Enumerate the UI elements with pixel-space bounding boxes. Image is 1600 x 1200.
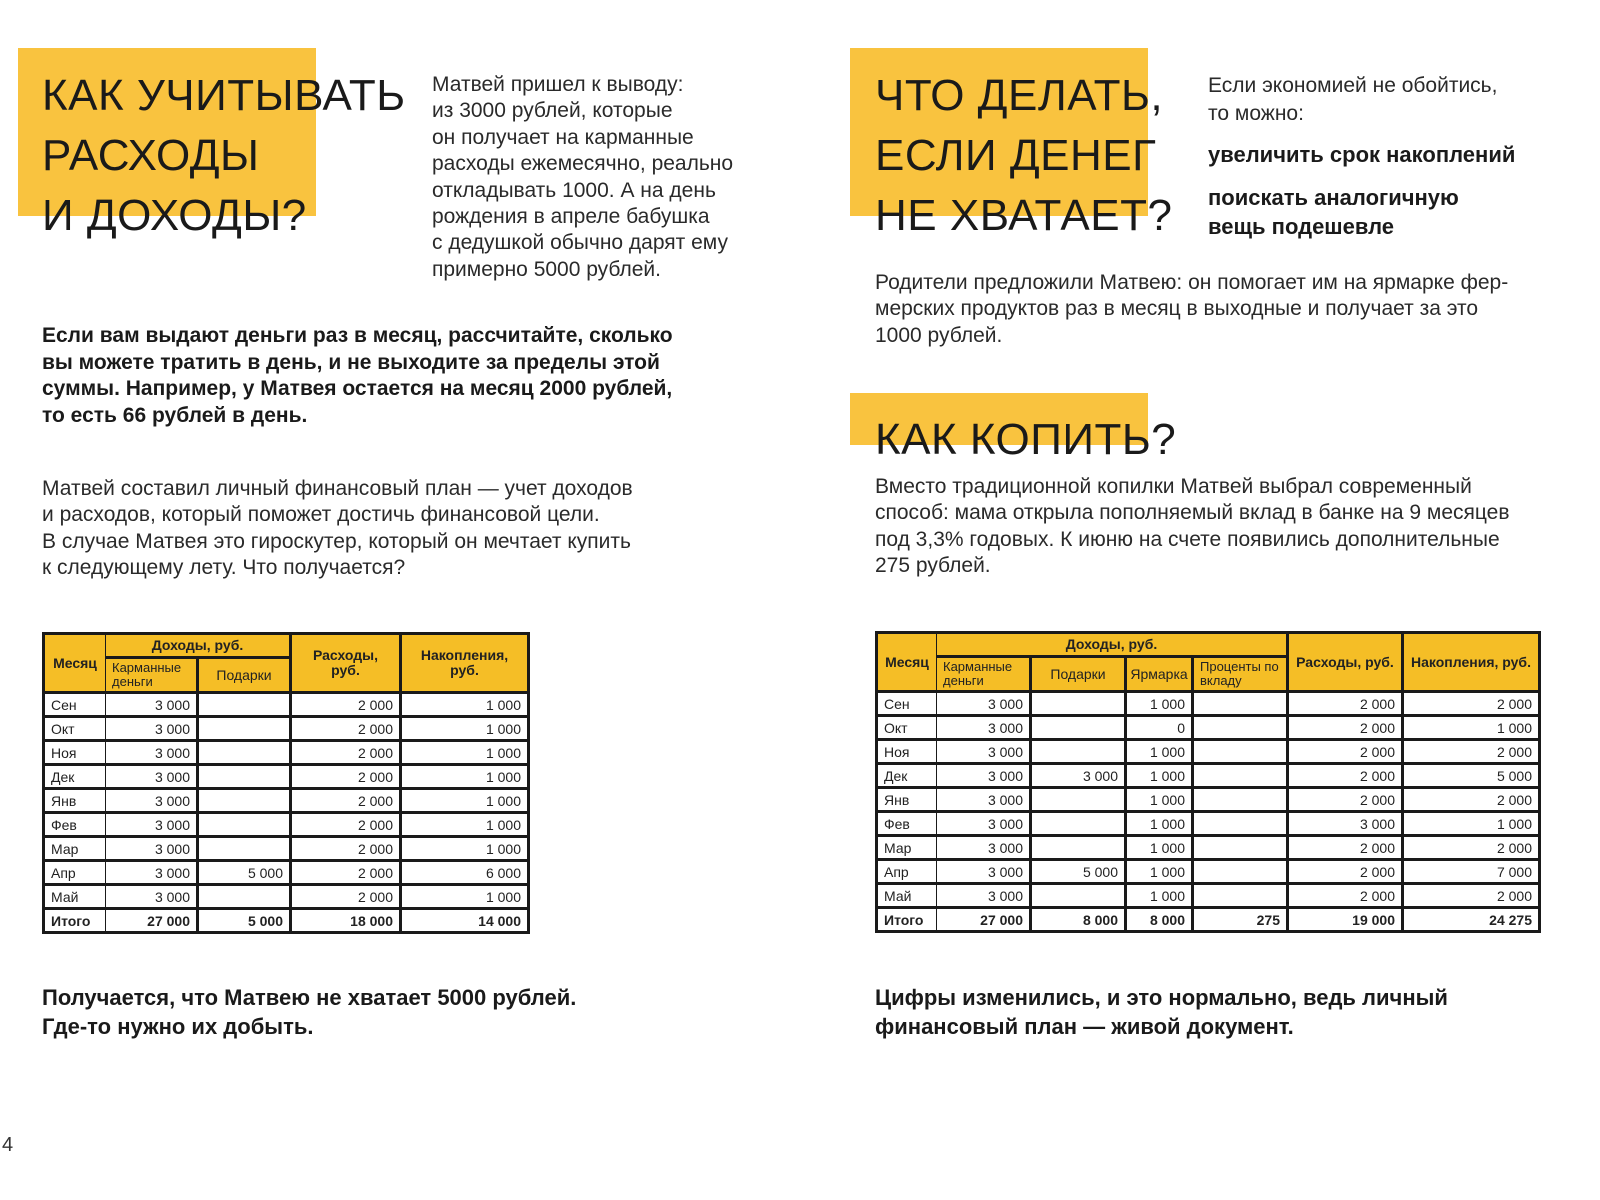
finance-table-left	[42, 632, 530, 934]
cell-gifts	[1031, 716, 1126, 740]
cell-savings: 1 000	[401, 789, 529, 813]
cell-pocket: 3 000	[937, 764, 1031, 788]
cell-pocket: 3 000	[106, 861, 198, 885]
cell-savings: 1 000	[1403, 716, 1540, 740]
cell-savings: 14 000	[401, 909, 529, 933]
page-title-right: ЧТО ДЕЛАТЬ, ЕСЛИ ДЕНЕГ НЕ ХВАТАЕТ?	[875, 71, 1173, 240]
cell-savings: 5 000	[1403, 764, 1540, 788]
plan-text: Матвей составил личный финансовый план — учет доходов и расходов, который поможет достичь финансовой цели. В случае Матвея это гироскутер, который он мечтает купить к следующему лету. Что получается?	[42, 477, 633, 580]
table-row	[877, 812, 1540, 836]
table-row	[877, 740, 1540, 764]
cell-gifts	[198, 741, 291, 765]
cell-month: Мар	[877, 836, 937, 860]
cell-gifts	[198, 765, 291, 789]
cell-gifts	[198, 789, 291, 813]
cell-gifts	[198, 885, 291, 909]
cell-expenses: 2 000	[291, 741, 401, 765]
table-row	[877, 836, 1540, 860]
cell-month: Итого	[877, 908, 937, 932]
header-gifts: Подарки	[198, 658, 291, 693]
cell-pocket: 3 000	[937, 740, 1031, 764]
cell-pocket: 3 000	[937, 788, 1031, 812]
cell-pocket: 3 000	[937, 860, 1031, 884]
table-row	[44, 693, 529, 717]
cell-month: Фев	[877, 812, 937, 836]
header-savings: Накопления, руб.	[401, 634, 529, 693]
cell-expenses: 2 000	[291, 813, 401, 837]
cell-pocket: 3 000	[106, 693, 198, 717]
cell-month: Май	[877, 884, 937, 908]
cell-savings: 2 000	[1403, 740, 1540, 764]
table-row	[44, 741, 529, 765]
finance-table-right	[875, 631, 1541, 933]
cell-savings: 1 000	[401, 885, 529, 909]
cell-savings: 1 000	[401, 741, 529, 765]
cell-fair: 1 000	[1126, 884, 1193, 908]
intro-text: Матвей пришел к выводу: из 3000 рублей, которые он получает на карманные расходы ежемесячно, реально откладывать 1000. А на день рождения в апреле бабушка с дедушкой обычно дарят ему примерно 5000 рублей.	[432, 73, 734, 281]
cell-gifts: 8 000	[1031, 908, 1126, 932]
cell-gifts	[1031, 812, 1126, 836]
header-pocket-money: Карманные деньги	[106, 658, 198, 693]
cell-month: Апр	[44, 861, 106, 885]
table-row	[44, 813, 529, 837]
cell-expenses: 18 000	[291, 909, 401, 933]
cell-expenses: 3 000	[1288, 812, 1403, 836]
cell-expenses: 2 000	[291, 693, 401, 717]
cell-gifts	[198, 813, 291, 837]
cell-expenses: 2 000	[1288, 884, 1403, 908]
header-income-group: Доходы, руб.	[937, 633, 1288, 657]
cell-pocket: 3 000	[937, 812, 1031, 836]
parents-text: Родители предложили Матвею: он помогает им на ярмарке фер- мерских продуктов раз в месяц в выходные и получает за это 1000 рублей.	[875, 271, 1509, 347]
cell-gifts	[198, 837, 291, 861]
header-month: Месяц	[44, 634, 106, 693]
cell-expenses: 2 000	[1288, 692, 1403, 716]
table-row	[44, 861, 529, 885]
table-row	[877, 716, 1540, 740]
cell-month: Апр	[877, 860, 937, 884]
header-savings: Накопления, руб.	[1403, 633, 1540, 692]
cell-pocket: 3 000	[106, 789, 198, 813]
cell-expenses: 2 000	[291, 717, 401, 741]
cell-month: Фев	[44, 813, 106, 837]
cell-expenses: 2 000	[1288, 716, 1403, 740]
cell-gifts	[1031, 788, 1126, 812]
table-row	[44, 885, 529, 909]
cell-savings: 1 000	[1403, 812, 1540, 836]
cell-pocket: 3 000	[106, 741, 198, 765]
cell-month: Янв	[44, 789, 106, 813]
cell-fair: 1 000	[1126, 740, 1193, 764]
cell-interest	[1193, 788, 1288, 812]
cell-interest	[1193, 884, 1288, 908]
header-month: Месяц	[877, 633, 937, 692]
cell-gifts	[1031, 884, 1126, 908]
cell-expenses: 2 000	[291, 765, 401, 789]
cell-savings: 7 000	[1403, 860, 1540, 884]
cell-expenses: 2 000	[1288, 740, 1403, 764]
header-expenses: Расходы, руб.	[291, 634, 401, 693]
header-pocket-money: Карманные деньги	[937, 657, 1031, 692]
cell-pocket: 3 000	[106, 765, 198, 789]
page-title-left: КАК УЧИТЫВАТЬ РАСХОДЫ И ДОХОДЫ?	[42, 71, 406, 240]
cell-month: Мар	[44, 837, 106, 861]
save-title: КАК КОПИТЬ?	[875, 415, 1177, 464]
options-intro: Если экономией не обойтись, то можно:	[1208, 74, 1498, 125]
cell-savings: 1 000	[401, 813, 529, 837]
table-total-row	[44, 909, 529, 933]
cell-expenses: 2 000	[1288, 764, 1403, 788]
conclusion-left: Получается, что Матвею не хватает 5000 рублей. Где-то нужно их добыть.	[42, 985, 577, 1039]
cell-expenses: 19 000	[1288, 908, 1403, 932]
cell-gifts	[1031, 692, 1126, 716]
conclusion-right: Цифры изменились, и это нормально, ведь личный финансовый план — живой документ.	[875, 985, 1448, 1039]
table-total-row	[877, 908, 1540, 932]
cell-savings: 1 000	[401, 717, 529, 741]
cell-fair: 1 000	[1126, 812, 1193, 836]
cell-gifts: 5 000	[198, 909, 291, 933]
header-expenses: Расходы, руб.	[1288, 633, 1403, 692]
cell-fair: 1 000	[1126, 836, 1193, 860]
cell-month: Итого	[44, 909, 106, 933]
cell-gifts: 5 000	[1031, 860, 1126, 884]
table-row	[44, 765, 529, 789]
cell-pocket: 3 000	[937, 836, 1031, 860]
cell-interest	[1193, 716, 1288, 740]
cell-savings: 24 275	[1403, 908, 1540, 932]
table-row	[44, 789, 529, 813]
option-extend-term: увеличить срок накоплений	[1208, 142, 1516, 167]
cell-gifts	[1031, 740, 1126, 764]
cell-interest	[1193, 860, 1288, 884]
cell-pocket: 3 000	[937, 884, 1031, 908]
cell-pocket: 3 000	[106, 813, 198, 837]
cell-month: Ноя	[877, 740, 937, 764]
save-text: Вместо традиционной копилки Матвей выбрал современный способ: мама открыла пополняемый вклад в банке на 9 месяцев под 3,3% годовых. К июню на счете появились дополнительные 275 рублей.	[875, 475, 1510, 578]
cell-interest: 275	[1193, 908, 1288, 932]
cell-expenses: 2 000	[1288, 860, 1403, 884]
cell-savings: 6 000	[401, 861, 529, 885]
cell-gifts	[198, 693, 291, 717]
cell-expenses: 2 000	[291, 789, 401, 813]
cell-interest	[1193, 812, 1288, 836]
cell-savings: 1 000	[401, 837, 529, 861]
cell-month: Окт	[877, 716, 937, 740]
option-find-cheaper: поискать аналогичную вещь подешевле	[1208, 185, 1459, 239]
cell-savings: 2 000	[1403, 788, 1540, 812]
cell-savings: 2 000	[1403, 836, 1540, 860]
table-row	[877, 860, 1540, 884]
cell-fair: 8 000	[1126, 908, 1193, 932]
cell-month: Дек	[44, 765, 106, 789]
cell-pocket: 27 000	[106, 909, 198, 933]
cell-interest	[1193, 740, 1288, 764]
cell-fair: 1 000	[1126, 764, 1193, 788]
cell-expenses: 2 000	[291, 861, 401, 885]
cell-expenses: 2 000	[1288, 788, 1403, 812]
cell-fair: 1 000	[1126, 788, 1193, 812]
cell-fair: 1 000	[1126, 860, 1193, 884]
table-row	[877, 764, 1540, 788]
cell-month: Ноя	[44, 741, 106, 765]
cell-gifts: 3 000	[1031, 764, 1126, 788]
cell-month: Май	[44, 885, 106, 909]
header-gifts: Подарки	[1031, 657, 1126, 692]
cell-savings: 1 000	[401, 693, 529, 717]
cell-expenses: 2 000	[291, 837, 401, 861]
cell-interest	[1193, 692, 1288, 716]
cell-interest	[1193, 836, 1288, 860]
page-number: 4	[2, 1134, 14, 1156]
cell-savings: 2 000	[1403, 692, 1540, 716]
header-fair: Ярмарка	[1126, 657, 1193, 692]
cell-pocket: 27 000	[937, 908, 1031, 932]
table-row	[44, 837, 529, 861]
cell-expenses: 2 000	[291, 885, 401, 909]
header-income-group: Доходы, руб.	[106, 634, 291, 658]
cell-gifts	[1031, 836, 1126, 860]
cell-pocket: 3 000	[937, 716, 1031, 740]
table-row	[877, 692, 1540, 716]
cell-expenses: 2 000	[1288, 836, 1403, 860]
cell-pocket: 3 000	[106, 717, 198, 741]
tip-text: Если вам выдают деньги раз в месяц, рассчитайте, сколько вы можете тратить в день, и не выходите за пределы этой суммы. Например, у Матвея остается на месяц 2000 рублей, то есть 66 рублей в день.	[42, 324, 673, 427]
cell-pocket: 3 000	[106, 837, 198, 861]
table-row	[877, 788, 1540, 812]
cell-fair: 0	[1126, 716, 1193, 740]
cell-pocket: 3 000	[937, 692, 1031, 716]
cell-month: Сен	[44, 693, 106, 717]
cell-gifts: 5 000	[198, 861, 291, 885]
cell-gifts	[198, 717, 291, 741]
cell-savings: 1 000	[401, 765, 529, 789]
cell-interest	[1193, 764, 1288, 788]
cell-savings: 2 000	[1403, 884, 1540, 908]
header-interest: Проценты по вкладу	[1193, 657, 1288, 692]
cell-month: Дек	[877, 764, 937, 788]
cell-month: Янв	[877, 788, 937, 812]
cell-month: Окт	[44, 717, 106, 741]
cell-pocket: 3 000	[106, 885, 198, 909]
table-row	[877, 884, 1540, 908]
cell-month: Сен	[877, 692, 937, 716]
cell-fair: 1 000	[1126, 692, 1193, 716]
table-row	[44, 717, 529, 741]
